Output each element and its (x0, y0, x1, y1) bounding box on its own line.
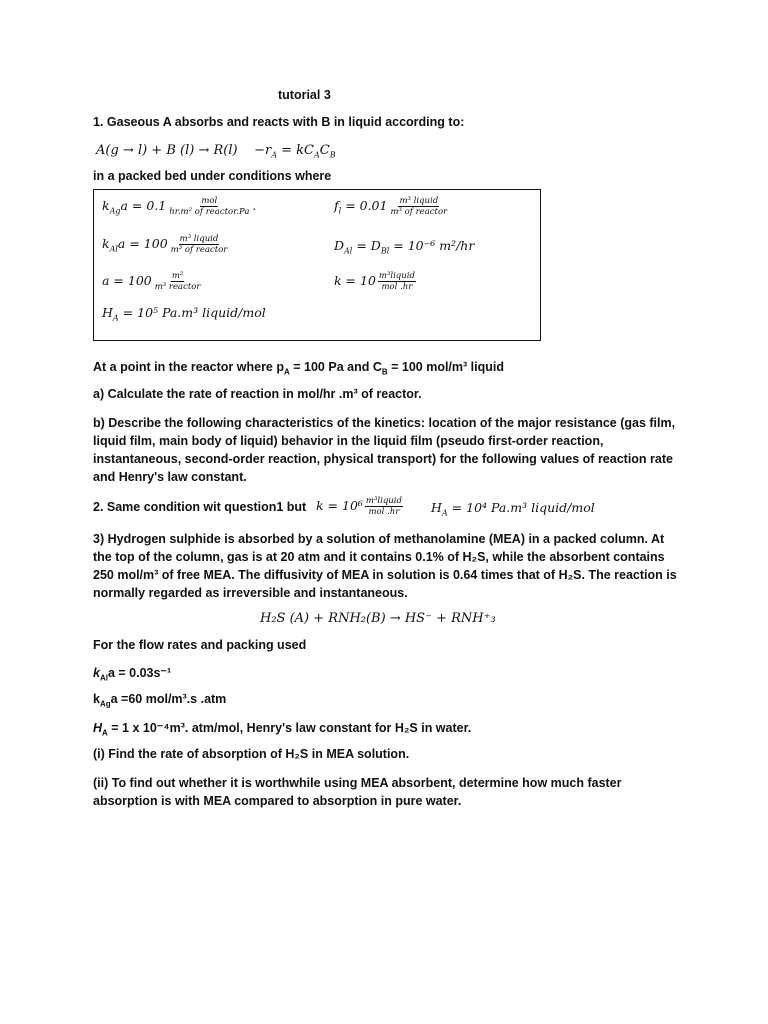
q3-flow-text: For the flow rates and packing used (93, 638, 307, 652)
q3-ha: $H_A = 1$ x 10⁻⁴m³. atm/mol, Henry's law constant for H₂S in water. (93, 721, 472, 738)
param-fl: $f_l = 0.01$ $\frac{\text{m³ liquid}}{\text{m³ of reactor}}$ (334, 196, 448, 217)
param-kal: $k_{Al}a = 100$ $\frac{\text{m³ liquid}}{\text{m³ of reactor}}$ (102, 234, 228, 255)
param-dal: $D_{Al} = D_{Bl} = 10^{-6}$ m²/hr (334, 238, 475, 256)
q1-conditions: in a packed bed under conditions where (93, 169, 332, 183)
q3-kal: $k_{Al}a = 0.03s^{-1}$ (93, 666, 172, 683)
q1-point-condition: At a point in the reactor where $p_A = 100$ Pa and $C_B = 100$ mol/m³ liquid (93, 360, 504, 377)
param-kag: $k_{Ag}a = 0.1$ $\frac{\text{mol}}{\text{hr.m² of reactor.Pa}}$ . (102, 196, 257, 217)
q2-text: 2. Same condition wit question1 but (93, 500, 307, 514)
param-k: k = 10 $\frac{\text{m³liquid}}{\text{mol .hr}}$ (334, 271, 415, 292)
page-title: tutorial 3 (278, 88, 331, 102)
q2-k: k = 10⁶ $\frac{\text{m³liquid}}{\text{mol .hr}}$ (316, 496, 402, 517)
param-ha: $H_A = 10^5$ Pa.m³ liquid/mol (102, 305, 266, 323)
q3-kag: $k_{Ag}a =60$ mol/m³.s .atm (93, 692, 227, 709)
q1-part-a: a) Calculate the rate of reaction in mol/hr .m³ of reactor. (93, 387, 422, 401)
q3-text: 3) Hydrogen sulphide is absorbed by a solution of methanolamine (MEA) in a packed column. At the top of the column, gas is at 20 atm and it contains 0.1% of H₂S, while the absorbent contains 250 mol/m³ of free MEA. The diffusivity of MEA in solution is 0.64 times that of H₂S. The reaction is normally regarded as irreversible and instantaneous. (93, 532, 677, 600)
q3-part-ii: (ii) To find out whether it is worthwhile using MEA absorbent, determine how much faster absorption is with MEA compared to absorption in pure water. (93, 776, 622, 808)
q1-intro: 1. Gaseous A absorbs and reacts with B in liquid according to: (93, 115, 465, 129)
param-a: a = 100 $\frac{\text{m²}}{\text{m³ reactor}}$ (102, 271, 201, 292)
q1-part-b: b) Describe the following characteristics of the kinetics: location of the major resistance (gas film, liquid film, main body of liquid) behavior in the liquid film (pseudo first-order reaction, instantaneous, second-order reaction, physical transport) for the following values of reaction rate and Henry's law constant. (93, 416, 676, 484)
q1-reaction-equation: A(g → l) + B (l) → R(l) $-r_A = kC_AC_B$ (96, 143, 336, 160)
q3-reaction-equation: H₂S (A) + RNH₂(B) → HS⁻ + RNH⁺₃ (260, 611, 496, 626)
q3-part-i: (i) Find the rate of absorption of H₂S in MEA solution. (93, 747, 410, 761)
q2-ha: $H_A = 10^4$ Pa.m³ liquid/mol (431, 500, 595, 518)
